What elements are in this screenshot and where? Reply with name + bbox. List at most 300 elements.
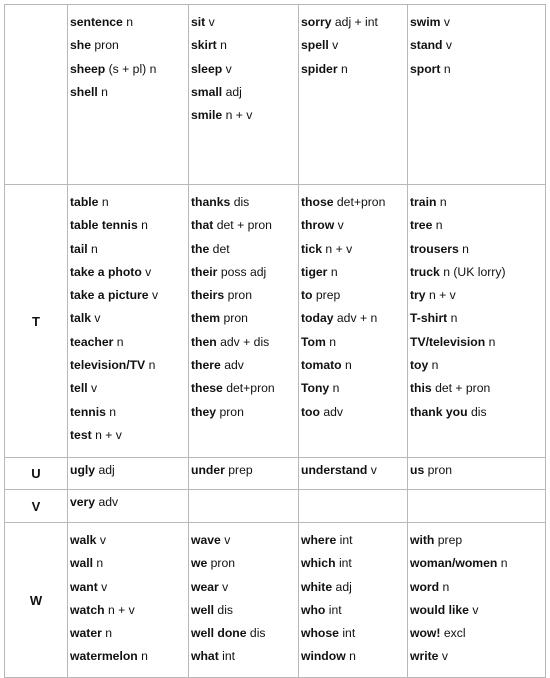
- word-entry: [191, 462, 298, 479]
- part-of-speech: v: [225, 61, 232, 76]
- part-of-speech: n: [329, 334, 336, 349]
- word-entry: [70, 424, 188, 447]
- headword: sorry: [301, 15, 332, 29]
- part-of-speech: prep: [315, 288, 341, 303]
- headword: try: [410, 288, 426, 303]
- word-list: [68, 5, 188, 110]
- part-of-speech: v: [445, 38, 452, 53]
- part-of-speech: n: [91, 241, 98, 256]
- word-entry: [191, 401, 298, 424]
- headword: take a picture: [70, 288, 149, 303]
- part-of-speech: n: [101, 84, 108, 99]
- headword: word: [410, 579, 440, 594]
- word-list: [68, 458, 188, 483]
- table-row: [5, 5, 546, 185]
- letter-cell: [5, 5, 68, 185]
- word-list: [189, 5, 298, 133]
- word-entry: [191, 307, 298, 330]
- headword: tiger: [301, 264, 328, 279]
- part-of-speech: v: [99, 533, 106, 547]
- part-of-speech: n + v: [95, 427, 122, 442]
- word-entry: [410, 377, 545, 400]
- word-entry: [191, 81, 298, 104]
- word-column-cell: [68, 185, 189, 458]
- part-of-speech: v: [208, 15, 215, 29]
- table-row: [5, 523, 546, 678]
- headword: T-shirt: [410, 311, 448, 326]
- part-of-speech: det + pron: [435, 381, 491, 396]
- word-entry: [191, 377, 298, 400]
- headword: which: [301, 556, 336, 571]
- word-entry: [410, 576, 545, 599]
- word-entry: [191, 331, 298, 354]
- headword: today: [301, 311, 334, 326]
- word-column-cell: [299, 490, 408, 523]
- word-entry: [410, 529, 545, 552]
- headword: who: [301, 602, 326, 617]
- word-entry: [410, 214, 545, 237]
- part-of-speech: pron: [210, 556, 236, 571]
- part-of-speech: dis: [217, 602, 234, 617]
- part-of-speech: v: [472, 602, 479, 617]
- part-of-speech: det + pron: [216, 218, 272, 233]
- word-entry: [191, 354, 298, 377]
- headword: table: [70, 195, 99, 209]
- part-of-speech: pron: [94, 38, 119, 53]
- headword: tick: [301, 241, 323, 256]
- part-of-speech: adj: [98, 463, 115, 477]
- word-entry: [70, 645, 188, 668]
- headword: there: [191, 358, 221, 373]
- part-of-speech: n: [141, 218, 148, 233]
- word-entry: [410, 307, 545, 330]
- word-entry: [191, 11, 298, 34]
- part-of-speech: dis: [470, 404, 487, 419]
- headword: throw: [301, 218, 335, 233]
- headword: woman/women: [410, 556, 498, 571]
- headword: smile: [191, 108, 223, 123]
- word-entry: [70, 377, 188, 400]
- word-list: [299, 458, 407, 483]
- headword: skirt: [191, 38, 217, 53]
- part-of-speech: n: [439, 195, 447, 209]
- headword: their: [191, 264, 218, 279]
- word-entry: [410, 11, 545, 34]
- word-entry: [301, 354, 407, 377]
- word-column-cell: [408, 185, 546, 458]
- vocabulary-table: [4, 4, 546, 678]
- word-entry: [191, 104, 298, 127]
- word-entry: [301, 331, 407, 354]
- headword: wow!: [410, 626, 441, 641]
- headword: spider: [301, 61, 338, 76]
- table-row: [5, 185, 546, 458]
- part-of-speech: v: [222, 579, 229, 594]
- word-column-cell: [299, 523, 408, 678]
- part-of-speech: n: [488, 334, 496, 349]
- word-entry: [301, 214, 407, 237]
- headword: teacher: [70, 334, 114, 349]
- headword: tomato: [301, 358, 342, 373]
- headword: test: [70, 427, 92, 442]
- word-list: [408, 185, 545, 430]
- headword: want: [70, 579, 98, 594]
- word-entry: [191, 284, 298, 307]
- part-of-speech: n: [349, 649, 356, 664]
- part-of-speech: adv: [98, 495, 119, 509]
- part-of-speech: n: [105, 626, 113, 641]
- part-of-speech: n + v: [225, 108, 253, 123]
- headword: we: [191, 556, 208, 571]
- word-entry: [70, 11, 188, 34]
- headword: train: [410, 195, 437, 209]
- part-of-speech: det: [212, 241, 230, 256]
- part-of-speech: n: [148, 358, 156, 373]
- part-of-speech: int: [338, 556, 352, 571]
- word-entry: [70, 552, 188, 575]
- word-list: [408, 523, 545, 675]
- part-of-speech: v: [94, 311, 101, 326]
- headword: with: [410, 533, 435, 547]
- word-entry: [191, 238, 298, 261]
- word-entry: [301, 58, 407, 81]
- headword: write: [410, 649, 439, 664]
- word-list: [68, 490, 188, 515]
- word-entry: [301, 11, 407, 34]
- part-of-speech: n: [141, 649, 148, 664]
- part-of-speech: int: [339, 533, 353, 547]
- word-entry: [70, 191, 188, 214]
- headword: TV/television: [410, 334, 486, 349]
- part-of-speech: n: [109, 404, 117, 419]
- part-of-speech: n: [443, 61, 451, 76]
- headword: swim: [410, 15, 441, 29]
- vocabulary-table-body: [5, 5, 546, 678]
- part-of-speech: det+pron: [336, 195, 386, 209]
- headword: whose: [301, 626, 339, 641]
- headword: sheep: [70, 61, 106, 76]
- word-entry: [191, 58, 298, 81]
- headword: tennis: [70, 404, 106, 419]
- headword: talk: [70, 311, 92, 326]
- word-entry: [70, 34, 188, 57]
- word-list: [68, 523, 188, 675]
- word-column-cell: [68, 523, 189, 678]
- headword: sentence: [70, 15, 123, 29]
- word-entry: [70, 81, 188, 104]
- word-list: [408, 458, 545, 483]
- word-entry: [301, 284, 407, 307]
- word-entry: [301, 401, 407, 424]
- word-column-cell: [408, 5, 546, 185]
- word-column-cell: [189, 458, 299, 490]
- part-of-speech: adv + dis: [220, 334, 270, 349]
- headword: take a photo: [70, 264, 142, 279]
- word-column-cell: [299, 185, 408, 458]
- part-of-speech: n: [345, 358, 352, 373]
- part-of-speech: n: [116, 334, 124, 349]
- word-entry: [410, 599, 545, 622]
- part-of-speech: n: [500, 556, 508, 571]
- part-of-speech: pron: [227, 288, 252, 303]
- word-column-cell: [408, 490, 546, 523]
- part-of-speech: v: [224, 533, 231, 547]
- word-column-cell: [68, 490, 189, 523]
- part-of-speech: n: [96, 556, 104, 571]
- part-of-speech: int: [328, 602, 342, 617]
- headword: thank you: [410, 404, 468, 419]
- word-entry: [191, 34, 298, 57]
- word-list: [408, 490, 545, 498]
- word-entry: [70, 214, 188, 237]
- word-column-cell: [189, 490, 299, 523]
- headword: where: [301, 533, 337, 547]
- word-list: [189, 523, 298, 675]
- word-entry: [191, 552, 298, 575]
- headword: Tony: [301, 381, 330, 396]
- headword: us: [410, 463, 425, 477]
- headword: them: [191, 311, 221, 326]
- word-entry: [410, 238, 545, 261]
- word-column-cell: [68, 458, 189, 490]
- word-entry: [191, 576, 298, 599]
- headword: trousers: [410, 241, 459, 256]
- headword: tail: [70, 241, 88, 256]
- part-of-speech: v: [91, 381, 98, 396]
- headword: tell: [70, 381, 88, 396]
- word-entry: [410, 552, 545, 575]
- word-entry: [301, 377, 407, 400]
- headword: table tennis: [70, 218, 138, 233]
- table-row: [5, 458, 546, 490]
- word-list: [408, 5, 545, 87]
- word-column-cell: [408, 523, 546, 678]
- part-of-speech: (s + pl) n: [108, 61, 157, 76]
- part-of-speech: int: [222, 649, 236, 664]
- part-of-speech: n: [435, 218, 443, 233]
- word-entry: [410, 401, 545, 424]
- headword: watch: [70, 602, 105, 617]
- word-entry: [70, 494, 188, 511]
- part-of-speech: v: [441, 649, 448, 664]
- part-of-speech: dis: [249, 626, 266, 641]
- word-entry: [301, 462, 407, 479]
- part-of-speech: n + v: [325, 241, 353, 256]
- word-column-cell: [189, 185, 299, 458]
- headword: shell: [70, 84, 98, 99]
- word-entry: [70, 599, 188, 622]
- part-of-speech: adj + int: [334, 15, 378, 29]
- part-of-speech: n: [462, 241, 469, 256]
- headword: to: [301, 288, 313, 303]
- headword: would like: [410, 602, 469, 617]
- word-entry: [191, 622, 298, 645]
- word-column-cell: [299, 458, 408, 490]
- headword: this: [410, 381, 432, 396]
- word-entry: [301, 191, 407, 214]
- word-entry: [191, 191, 298, 214]
- part-of-speech: n: [220, 38, 227, 53]
- part-of-speech: prep: [228, 463, 253, 477]
- table-row: [5, 490, 546, 523]
- part-of-speech: n: [450, 311, 458, 326]
- part-of-speech: n: [101, 195, 109, 209]
- word-list: [189, 458, 298, 483]
- part-of-speech: pron: [219, 404, 244, 419]
- headword: spell: [301, 38, 329, 53]
- headword: truck: [410, 264, 440, 279]
- headword: very: [70, 495, 96, 509]
- word-column-cell: [299, 5, 408, 185]
- word-entry: [301, 529, 407, 552]
- headword: small: [191, 84, 223, 99]
- headword: watermelon: [70, 649, 138, 664]
- word-column-cell: [189, 5, 299, 185]
- headword: well done: [191, 626, 247, 641]
- headword: those: [301, 195, 334, 209]
- word-entry: [191, 529, 298, 552]
- part-of-speech: adv: [224, 358, 244, 373]
- word-entry: [191, 645, 298, 668]
- word-list: [299, 490, 407, 498]
- part-of-speech: int: [342, 626, 356, 641]
- headword: walk: [70, 533, 97, 547]
- word-list: [299, 185, 407, 430]
- part-of-speech: adv + n: [336, 311, 378, 326]
- word-entry: [70, 238, 188, 261]
- word-column-cell: [68, 5, 189, 185]
- word-entry: [70, 354, 188, 377]
- part-of-speech: pron: [427, 463, 453, 477]
- word-entry: [410, 354, 545, 377]
- part-of-speech: prep: [437, 533, 463, 547]
- part-of-speech: poss adj: [220, 264, 267, 279]
- word-list: [68, 185, 188, 453]
- part-of-speech: v: [145, 264, 152, 279]
- headword: theirs: [191, 288, 225, 303]
- word-entry: [410, 462, 545, 479]
- word-entry: [410, 58, 545, 81]
- part-of-speech: n + v: [107, 602, 135, 617]
- part-of-speech: n: [126, 15, 134, 29]
- part-of-speech: n: [330, 264, 338, 279]
- word-entry: [301, 576, 407, 599]
- letter-cell: W: [5, 523, 68, 678]
- word-entry: [301, 307, 407, 330]
- headword: water: [70, 626, 102, 641]
- headword: wall: [70, 556, 94, 571]
- part-of-speech: n: [340, 61, 348, 76]
- part-of-speech: adv: [323, 404, 343, 419]
- part-of-speech: v: [151, 288, 159, 303]
- headword: television/TV: [70, 358, 146, 373]
- headword: Tom: [301, 334, 326, 349]
- headword: ugly: [70, 463, 96, 477]
- headword: sit: [191, 15, 206, 29]
- headword: sport: [410, 61, 441, 76]
- part-of-speech: n + v: [428, 288, 456, 303]
- part-of-speech: n: [332, 381, 340, 396]
- word-entry: [70, 261, 188, 284]
- word-entry: [70, 284, 188, 307]
- word-entry: [301, 34, 407, 57]
- headword: understand: [301, 463, 368, 477]
- word-entry: [191, 261, 298, 284]
- headword: stand: [410, 38, 443, 53]
- word-column-cell: [408, 458, 546, 490]
- part-of-speech: adj: [335, 579, 352, 594]
- part-of-speech: n: [442, 579, 450, 594]
- word-entry: [301, 238, 407, 261]
- word-entry: [70, 529, 188, 552]
- part-of-speech: v: [332, 38, 339, 53]
- word-entry: [410, 331, 545, 354]
- word-entry: [70, 331, 188, 354]
- headword: these: [191, 381, 223, 396]
- part-of-speech: n: [431, 358, 439, 373]
- part-of-speech: dis: [233, 195, 250, 209]
- headword: wear: [191, 579, 219, 594]
- headword: that: [191, 218, 214, 233]
- word-list: [189, 185, 298, 430]
- headword: the: [191, 241, 210, 256]
- headword: sleep: [191, 61, 223, 76]
- word-column-cell: [189, 523, 299, 678]
- word-entry: [410, 284, 545, 307]
- headword: well: [191, 602, 215, 617]
- headword: they: [191, 404, 217, 419]
- headword: tree: [410, 218, 433, 233]
- headword: toy: [410, 358, 429, 373]
- headword: white: [301, 579, 333, 594]
- headword: wave: [191, 533, 221, 547]
- word-entry: [191, 214, 298, 237]
- word-entry: [301, 622, 407, 645]
- word-list: [299, 523, 407, 675]
- word-entry: [410, 34, 545, 57]
- letter-cell: T: [5, 185, 68, 458]
- word-entry: [410, 261, 545, 284]
- word-entry: [70, 622, 188, 645]
- word-entry: [70, 462, 188, 479]
- letter-cell: V: [5, 490, 68, 523]
- headword: too: [301, 404, 320, 419]
- headword: under: [191, 463, 225, 477]
- word-list: [299, 5, 407, 87]
- part-of-speech: pron: [223, 311, 248, 326]
- part-of-speech: excl: [443, 626, 466, 641]
- part-of-speech: adj: [225, 84, 242, 99]
- part-of-speech: v: [370, 463, 377, 477]
- word-entry: [301, 261, 407, 284]
- headword: she: [70, 38, 92, 53]
- letter-cell: U: [5, 458, 68, 490]
- part-of-speech: n (UK lorry): [443, 264, 506, 279]
- word-entry: [70, 576, 188, 599]
- word-entry: [301, 552, 407, 575]
- part-of-speech: v: [443, 15, 450, 29]
- word-entry: [70, 401, 188, 424]
- word-entry: [191, 599, 298, 622]
- word-entry: [410, 645, 545, 668]
- word-entry: [301, 645, 407, 668]
- word-entry: [70, 58, 188, 81]
- word-entry: [301, 599, 407, 622]
- headword: then: [191, 334, 217, 349]
- headword: window: [301, 649, 346, 664]
- headword: thanks: [191, 195, 231, 209]
- part-of-speech: v: [101, 579, 108, 594]
